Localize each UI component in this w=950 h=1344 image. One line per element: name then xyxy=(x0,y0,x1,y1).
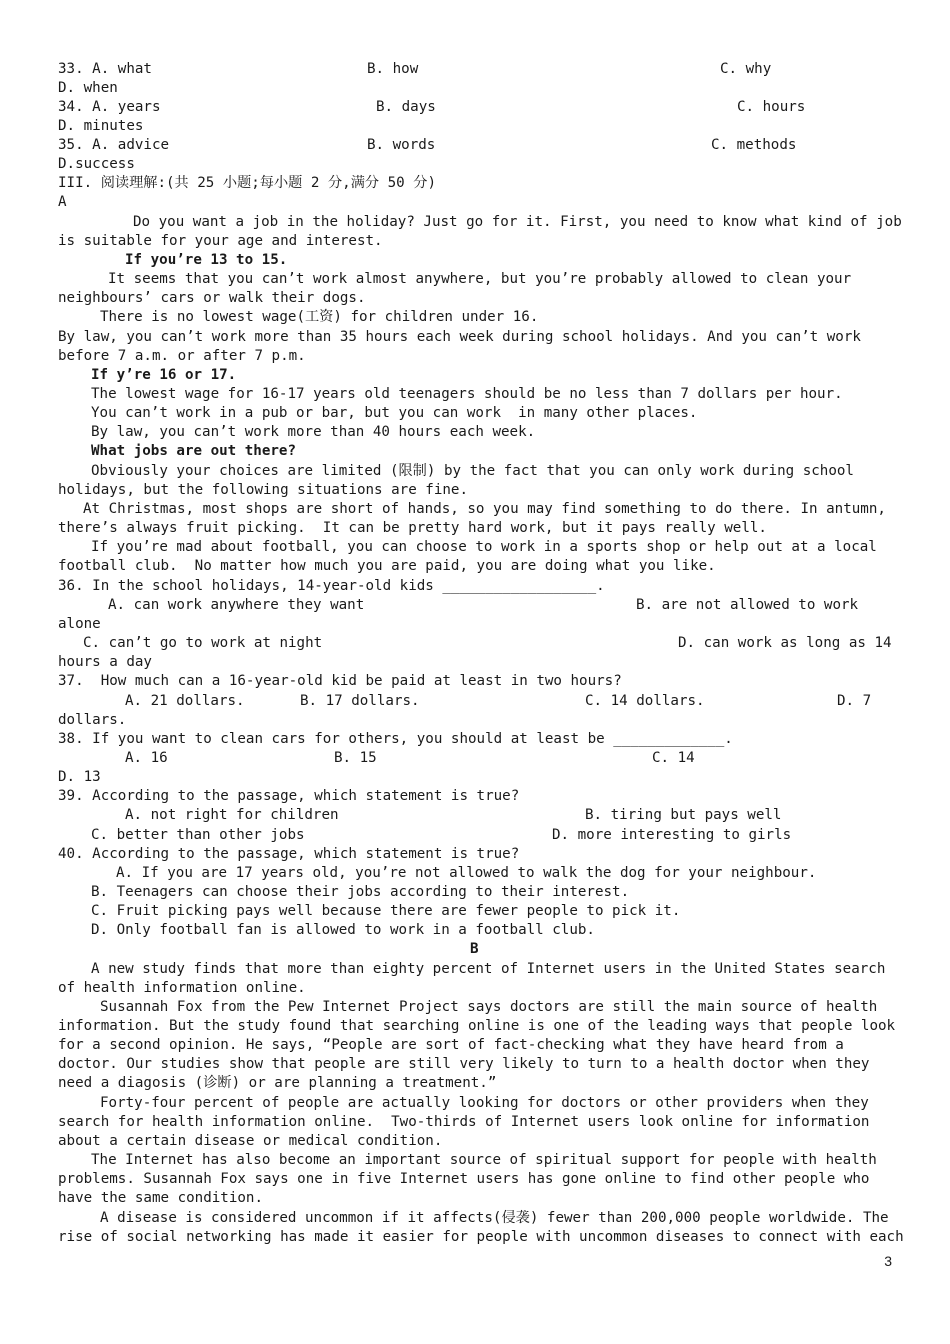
passage-b-line: The Internet has also become an important source of spiritual support for people with health xyxy=(91,1152,877,1168)
q34-option-b: B. days xyxy=(376,99,436,115)
passage-a-subheading: If you’re 13 to 15. xyxy=(125,252,288,268)
passage-b-line: problems. Susannah Fox says one in five Internet users has gone online to find other people who xyxy=(58,1171,870,1187)
passage-a-line: By law, you can’t work more than 35 hours each week during school holidays. And you can’t work xyxy=(58,329,861,345)
q40-stem: 40. According to the passage, which statement is true? xyxy=(58,846,520,862)
passage-a-line: Obviously your choices are limited (限制) by the fact that you can only work during school xyxy=(91,463,854,479)
passage-b-line: rise of social networking has made it easier for people with uncommon diseases to connect with each xyxy=(58,1229,904,1245)
passage-b-line: of health information online. xyxy=(58,980,306,996)
passage-b-line: Forty-four percent of people are actually looking for doctors or other providers when they xyxy=(100,1095,869,1111)
passage-a-label: A xyxy=(58,194,67,210)
q40-option-a: A. If you are 17 years old, you’re not allowed to walk the dog for your neighbour. xyxy=(116,865,817,881)
q33-option-c: C. why xyxy=(720,61,772,77)
passage-a-subheading: What jobs are out there? xyxy=(91,443,296,459)
q34-option-a: 34. A. years xyxy=(58,99,161,115)
passage-a-line: football club. No matter how much you are paid, you are doing what you like. xyxy=(58,558,716,574)
passage-b-line: doctor. Our studies show that people are still very likely to turn to a health doctor when they xyxy=(58,1056,870,1072)
passage-a-line: There is no lowest wage(工资) for children under 16. xyxy=(100,309,539,325)
passage-b-line: for a second opinion. He says, “People are sort of fact-checking what they have heard from a xyxy=(58,1037,844,1053)
passage-a-line: It seems that you can’t work almost anywhere, but you’re probably allowed to clean your xyxy=(108,271,852,287)
q40-option-c: C. Fruit picking pays well because there are fewer people to pick it. xyxy=(91,903,681,919)
q39-option-a: A. not right for children xyxy=(125,807,339,823)
passage-a-line: The lowest wage for 16-17 years old teenagers should be no less than 7 dollars per hour. xyxy=(91,386,843,402)
q35-option-a: 35. A. advice xyxy=(58,137,170,153)
q37-option-b: B. 17 dollars. xyxy=(300,693,420,709)
q33-option-a: 33. A. what xyxy=(58,61,152,77)
q38-option-c: C. 14 xyxy=(652,750,695,766)
q35-option-c: C. methods xyxy=(711,137,797,153)
q40-option-b: B. Teenagers can choose their jobs according to their interest. xyxy=(91,884,630,900)
q38-stem: 38. If you want to clean cars for others, you should at least be _____________. xyxy=(58,731,733,747)
q36-option-d: D. can work as long as 14 xyxy=(678,635,892,651)
q39-option-c: C. better than other jobs xyxy=(91,827,305,843)
q36-option-b: B. are not allowed to work xyxy=(636,597,859,613)
q38-option-a: A. 16 xyxy=(125,750,168,766)
q36-option-a: A. can work anywhere they want xyxy=(108,597,365,613)
passage-b-line: A disease is considered uncommon if it affects(侵袭) fewer than 200,000 people worldwide. The xyxy=(100,1210,889,1226)
passage-a-line: is suitable for your age and interest. xyxy=(58,233,383,249)
q35-option-b: B. words xyxy=(367,137,436,153)
q38-option-d: D. 13 xyxy=(58,769,101,785)
passage-a-line: At Christmas, most shops are short of hands, so you may find something to do there. In antumn, xyxy=(83,501,886,517)
section-heading: III. 阅读理解:(共 25 小题;每小题 2 分,满分 50 分) xyxy=(58,175,436,191)
q37-option-d-cont: dollars. xyxy=(58,712,127,728)
passage-b-line: need a diagosis (诊断) or are planning a treatment.” xyxy=(58,1075,497,1091)
passage-a-line: holidays, but the following situations are fine. xyxy=(58,482,468,498)
passage-a-line: Do you want a job in the holiday? Just go for it. First, you need to know what kind of job xyxy=(133,214,902,230)
passage-b-line: A new study finds that more than eighty percent of Internet users in the United States search xyxy=(91,961,886,977)
passage-b-line: Susannah Fox from the Pew Internet Project says doctors are still the main source of health xyxy=(100,999,878,1015)
q36-option-c: C. can’t go to work at night xyxy=(83,635,323,651)
q37-option-d: D. 7 xyxy=(837,693,872,709)
q36-stem: 36. In the school holidays, 14-year-old kids __________________. xyxy=(58,578,605,594)
passage-a-line: If you’re mad about football, you can choose to work in a sports shop or help out at a local xyxy=(91,539,877,555)
passage-b-line: about a certain disease or medical condition. xyxy=(58,1133,443,1149)
passage-b-line: information. But the study found that searching online is one of the leading ways that people look xyxy=(58,1018,896,1034)
q33-option-b: B. how xyxy=(367,61,419,77)
q37-option-a: A. 21 dollars. xyxy=(125,693,245,709)
passage-b-line: search for health information online. Two-thirds of Internet users look online for information xyxy=(58,1114,870,1130)
q35-option-d: D.success xyxy=(58,156,135,172)
q39-stem: 39. According to the passage, which statement is true? xyxy=(58,788,520,804)
q34-option-d: D. minutes xyxy=(58,118,144,134)
passage-a-line: there’s always fruit picking. It can be pretty hard work, but it pays really well. xyxy=(58,520,767,536)
passage-b-label: B xyxy=(470,941,479,957)
passage-a-line: You can’t work in a pub or bar, but you can work in many other places. xyxy=(91,405,698,421)
q37-stem: 37. How much can a 16-year-old kid be paid at least in two hours? xyxy=(58,673,622,689)
page-number: 3 xyxy=(884,1253,892,1269)
passage-a-line: before 7 a.m. or after 7 p.m. xyxy=(58,348,306,364)
q39-option-d: D. more interesting to girls xyxy=(552,827,792,843)
q37-option-c: C. 14 dollars. xyxy=(585,693,705,709)
passage-b-line: have the same condition. xyxy=(58,1190,263,1206)
q36-option-b-cont: alone xyxy=(58,616,101,632)
passage-a-subheading: If y’re 16 or 17. xyxy=(91,367,237,383)
passage-a-line: By law, you can’t work more than 40 hours each week. xyxy=(91,424,536,440)
q38-option-b: B. 15 xyxy=(334,750,377,766)
q34-option-c: C. hours xyxy=(737,99,806,115)
q40-option-d: D. Only football fan is allowed to work in a football club. xyxy=(91,922,595,938)
q33-option-d: D. when xyxy=(58,80,118,96)
passage-a-line: neighbours’ cars or walk their dogs. xyxy=(58,290,366,306)
q39-option-b: B. tiring but pays well xyxy=(585,807,782,823)
q36-option-d-cont: hours a day xyxy=(58,654,152,670)
